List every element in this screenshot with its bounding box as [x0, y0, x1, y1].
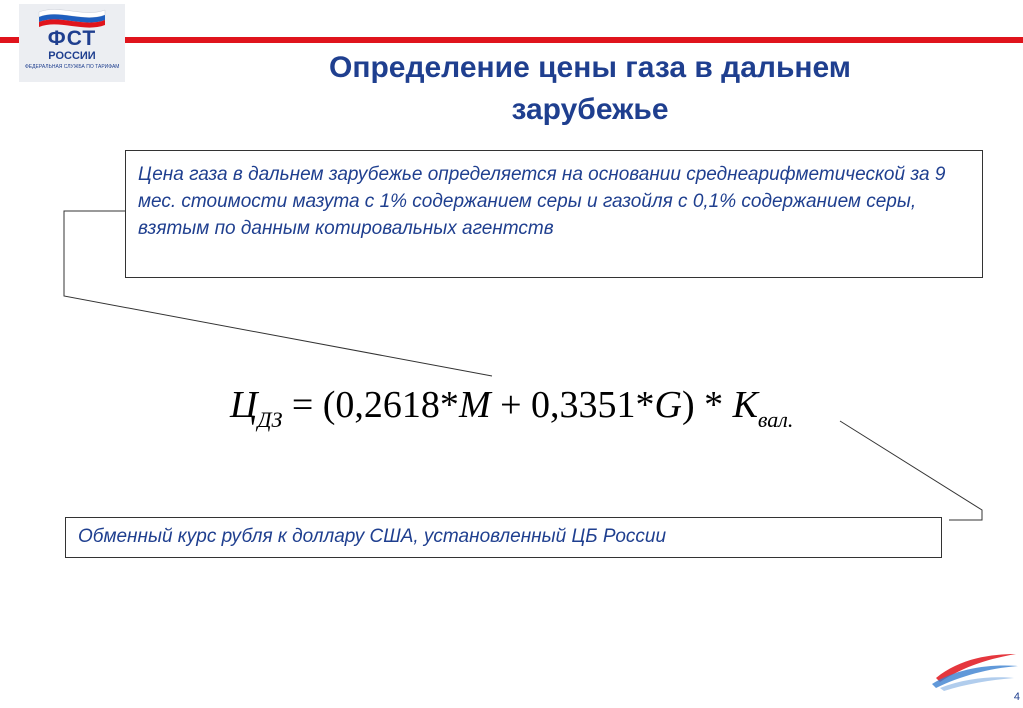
exchange-rate-text: Обменный курс рубля к доллару США, установленный ЦБ России [78, 526, 667, 547]
formula-var-k: К [732, 384, 758, 426]
logo-subtitle: РОССИИ [48, 50, 96, 62]
logo-title: ФСТ [47, 27, 97, 50]
exchange-rate-callout [65, 517, 942, 558]
formula-var-m: M [458, 384, 491, 426]
bottom-callout-pointer [840, 421, 982, 520]
decorative-swoosh-icon [930, 648, 1020, 692]
formula-open-coef1: (0,2618* [322, 384, 459, 426]
formula-k-subscript: вал. [757, 407, 794, 432]
formula-lhs: Ц [230, 384, 258, 426]
slide-title: Определение цены газа в дальнем зарубежье [328, 51, 851, 126]
formula-equals: = [291, 384, 314, 426]
formula-lhs-subscript: ДЗ [257, 407, 283, 432]
formula-var-g: G [654, 384, 682, 426]
formula-plus: + [500, 384, 522, 426]
page-number: 4 [1013, 691, 1020, 703]
price-definition-callout [125, 150, 983, 278]
formula-star: * [704, 384, 724, 426]
gas-price-formula [230, 377, 793, 433]
price-definition-text: Цена газа в дальнем зарубежье определяется на основании среднеарифметической за 9 мес. стоимости мазута с 1% содержанием серы и газойля с 0,1% содержанием серы, взятым по данным котировальных агентств [138, 164, 946, 239]
logo-caption: ФЕДЕРАЛЬНАЯ СЛУЖБА ПО ТАРИФАМ [25, 64, 119, 70]
formula-close: ) [681, 384, 695, 426]
formula-coef2: 0,3351* [531, 384, 655, 426]
